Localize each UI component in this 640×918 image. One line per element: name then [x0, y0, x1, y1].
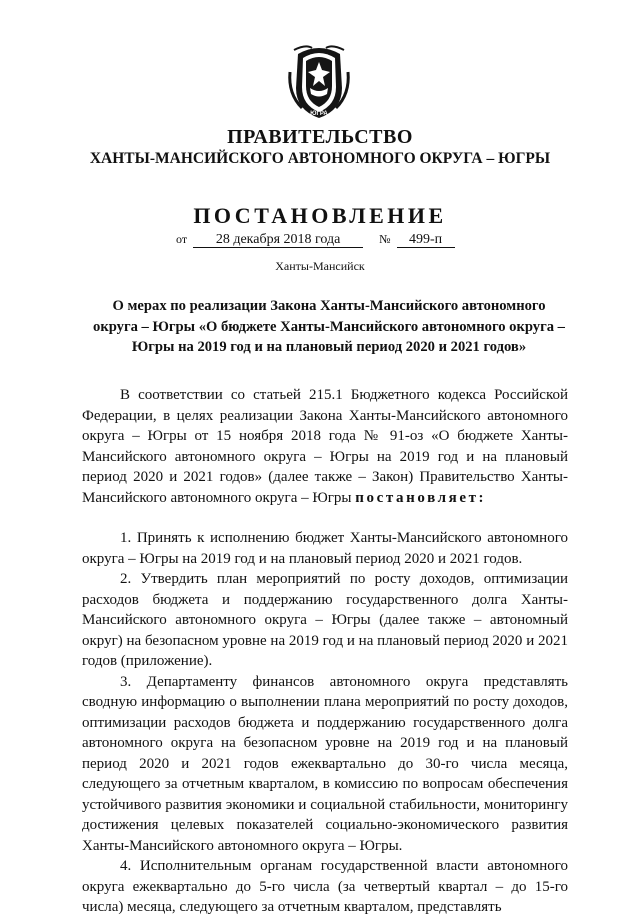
- decree-subject: О мерах по реализации Закона Ханты-Мансийского автономного округа – Югры «О бюджете Ханты-Мансийского автономного округа – Югры на 2019 год и на плановый период 2020 и 2021 годов»: [93, 298, 565, 355]
- item-paragraph-2: 2. Утвердить план мероприятий по росту доходов, оптимизации расходов бюджета и поддержанию государственного долга Ханты-Мансийского автономного округа – Югры (далее также – автономный округ) на безопасном уровне на 2019 год и на плановый период 2020 и 2021 годов (приложение).: [82, 571, 568, 669]
- region-name: ХАНТЫ-МАНСИЙСКОГО АВТОНОМНОГО ОКРУГА – ЮГРЫ: [89, 150, 551, 167]
- item-paragraph-4: 4. Исполнительным органам государственной власти автономного округа ежеквартально до 5-го числа (за четвертый квартал – до 15-го числа) месяца, следующего за отчетным кварталом, представлять: [82, 858, 568, 915]
- decree-number: 499-п: [397, 232, 455, 248]
- coat-of-arms-emblem: [286, 42, 352, 120]
- preamble-text: В соответствии со статьей 215.1 Бюджетного кодекса Российской Федерации, в целях реализации Закона Ханты-Мансийского автономного округа – Югры от 15 ноября 2018 года № 91-оз «О бюджете Ханты-Мансийского автономного округа – Югры на 2019 год и на плановый период 2020 и 2021 годов» (далее также – Закон) Правительство Ханты-Мансийского автономного округа – Югры: [82, 387, 568, 506]
- resolves-word: постановляет:: [355, 489, 487, 506]
- item-paragraph-3: 3. Департаменту финансов автономного округа представлять сводную информацию о выполнении плана мероприятий по росту доходов, оптимизации расходов бюджета и поддержанию государственного долга автономного округа на безопасном уровне на 2019 год и на плановый период 2020 и 2021 годов ежеквартально до 30-го числа месяца, следующего за отчетным кварталом, в комиссию по вопросам обеспечения устойчивого развития экономики и социальной стабильности, мониторингу достижения целевых показателей социально-экономического развития Ханты-Мансийского автономного округа – Югры.: [82, 673, 568, 854]
- decree-body: [82, 385, 568, 918]
- decree-type: ПОСТАНОВЛЕНИЕ: [193, 203, 447, 228]
- date-number-line: [176, 232, 455, 248]
- city-name: Ханты-Мансийск: [275, 259, 365, 273]
- decree-date: 28 декабря 2018 года: [193, 232, 363, 248]
- item-paragraph-1: 1. Принять к исполнению бюджет Ханты-Мансийского автономного округа – Югры на 2019 год и на плановый период 2020 и 2021 годов.: [82, 530, 568, 567]
- preamble-paragraph: [82, 385, 568, 508]
- government-title: ПРАВИТЕЛЬСТВО: [227, 126, 413, 148]
- emblem-caption: ЮГРА: [310, 111, 328, 117]
- number-label: №: [379, 232, 391, 246]
- date-label: от: [176, 232, 188, 246]
